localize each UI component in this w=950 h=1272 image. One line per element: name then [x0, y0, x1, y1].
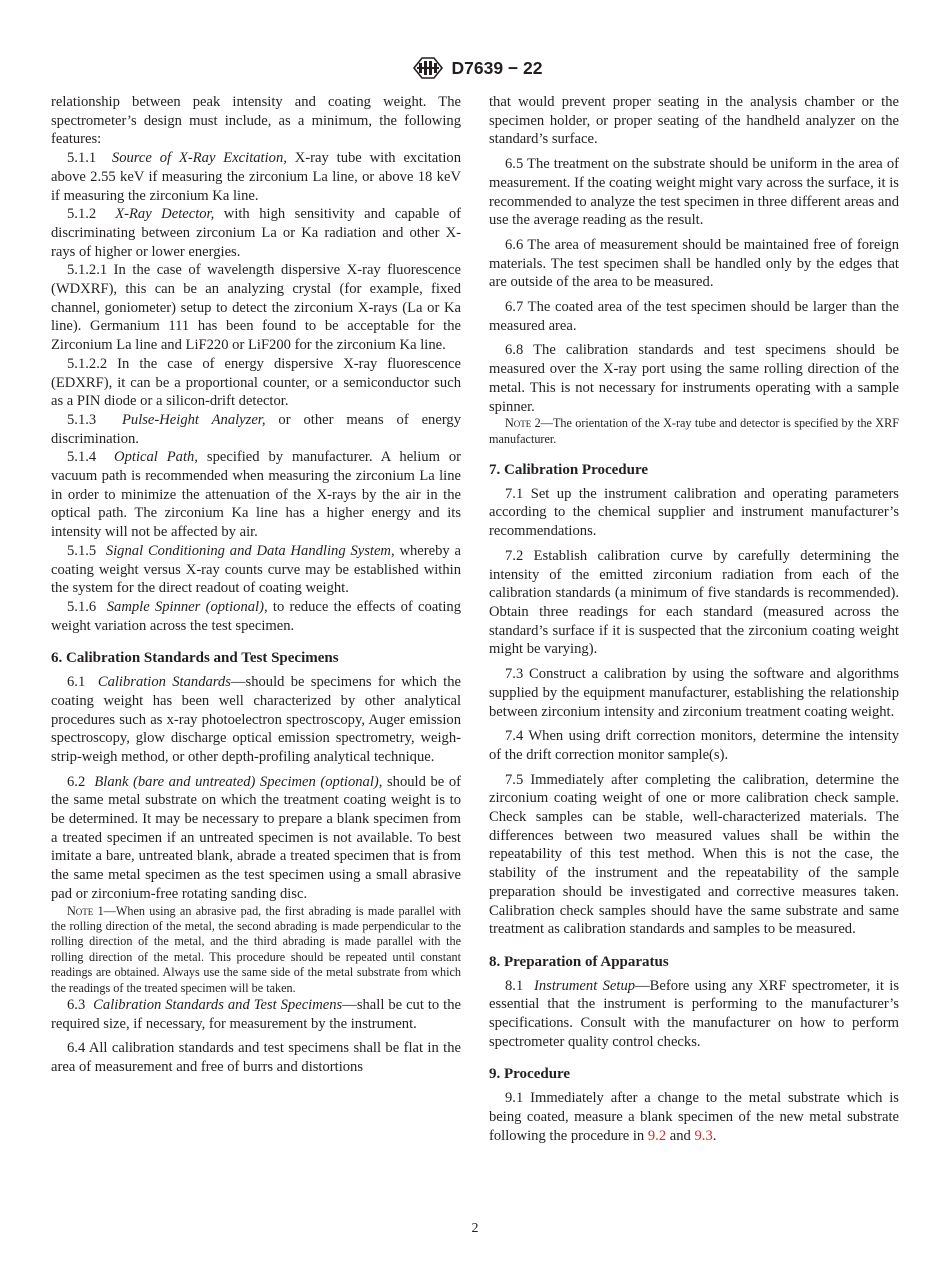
- section-9-heading: 9. Procedure: [489, 1066, 571, 1083]
- section-6-5: 6.5 The treatment on the substrate should be uniform in the area of measurement. If the coating weight might vary across the surface, it is recommended to analyze the test specimen in three different areas and use the average reading as the result.: [489, 156, 899, 229]
- section-6-1: 6.1 Calibration Standards—should be specimens for which the coating weight has been well characterized by other analytical procedures such as x-ray photoelectron spectroscopy, Auger emission spectroscopy, glow discharge optical emission spectrometry, weigh-strip-weigh method, or other depth-profiling analytical technique.: [51, 674, 461, 765]
- document-designation: D7639 − 22: [451, 57, 543, 78]
- section-5-1-2: 5.1.2 X-Ray Detector, with high sensitivity and capable of discriminating between zirconium La or Ka radiation and other X-rays of higher or lower energies.: [51, 206, 461, 260]
- section-6-heading: 6. Calibration Standards and Test Specimens: [51, 650, 339, 667]
- note-2: Note 2—The orientation of the X-ray tube and detector is specified by the XRF manufacturer.: [489, 416, 900, 446]
- right-column: [489, 93, 899, 1145]
- section-7-1: 7.1 Set up the instrument calibration and operating parameters according to the chemical supplier and instrument manufacturer’s recommendations.: [489, 485, 899, 540]
- paragraph-continuation: relationship between peak intensity and coating weight. The spectrometer’s design must include, as a minimum, the following features:: [51, 94, 461, 148]
- left-column: [51, 93, 461, 1077]
- section-6-4: 6.4 All calibration standards and test specimens shall be flat in the area of measurement and free of burrs and distortions: [51, 1040, 461, 1076]
- page-header: [0, 52, 950, 84]
- section-7-5: 7.5 Immediately after completing the calibration, determine the zirconium coating weight of one or more calibration check sample. Check samples can be stable, well-characterized materials. The differences between two measured values shall be within the repeatability of this test method. When this is not the case, the stability of the instrument and the repeatability of the sample preparation should be investigated and corrective measures taken. Calibration check samples should have the same substrate and same treatment as calibration standards and samples to be measured.: [489, 771, 899, 938]
- section-7-4: 7.4 When using drift correction monitors, determine the intensity of the drift correction monitor sample(s).: [489, 728, 899, 763]
- section-6-2: 6.2 Blank (bare and untreated) Specimen (optional), should be of the same metal substrate on which the treatment coating weight is to be determined. It may be necessary to prepare a blank specimen from a treated specimen if an untreated specimen is not available. To best imitate a bare, untreated blank, abrade a treated specimen that is from the same metal specimen as the test specimen using a small abrasive pad or zirconium-free rotating sanding disc.: [51, 773, 461, 902]
- page-number: 2: [471, 1221, 479, 1236]
- section-7-3: 7.3 Construct a calibration by using the software and algorithms supplied by the equipment manufacturer, establishing the relationship between zirconium intensity and zirconium treatment coating weight.: [489, 666, 899, 720]
- section-5-1-2-2: 5.1.2.2 In the case of energy dispersive X-ray fluorescence (EDXRF), it can be a proportional counter, or a semiconductor such as a PIN diode or a silicon-drift detector.: [51, 355, 461, 410]
- note-1: Note 1—When using an abrasive pad, the first abrading is made parallel with the rolling direction of the metal, the second abrading is made perpendicular to the rolling direction of the metal, and the third abrading is made parallel with the rolling direction of the metal. This procedure should be repeated until constant readings are obtained. Always use the same side of the metal substrate from which the readings of the treated specimen will be taken.: [51, 903, 462, 995]
- section-8-heading: 8. Preparation of Apparatus: [489, 953, 669, 970]
- section-6-6: 6.6 The area of measurement should be maintained free of foreign materials. The test specimen shall be handled only by the edges that are outside of the area to be measured.: [489, 236, 899, 291]
- ref-link-9-3[interactable]: 9.3: [694, 1127, 713, 1144]
- section-5-1-5: 5.1.5 Signal Conditioning and Data Handling System, whereby a coating weight versus X-ray counts curve may be established within the system for the direct readout of coating weight.: [51, 542, 461, 597]
- ref-link-9-2[interactable]: 9.2: [647, 1127, 667, 1144]
- paragraph-continuation: that would prevent proper seating in the analysis chamber or the specimen holder, or proper seating of the handheld analyzer on the standard’s surface.: [489, 94, 899, 148]
- section-6-7: 6.7 The coated area of the test specimen should be larger than the measured area.: [489, 299, 899, 334]
- section-6-8: 6.8 The calibration standards and test specimens should be measured over the X-ray port using the same rolling direction of the metal. This is not necessary for instruments operating with a sample spinner.: [489, 342, 899, 415]
- section-5-1-4: 5.1.4 Optical Path, specified by manufacturer. A helium or vacuum path is recommended when measuring the zirconium La line in order to minimize the attenuation of the X-rays by the air in the optical path. The zirconium Ka line has a higher energy and its intensity will not be affected by air.: [51, 449, 462, 541]
- section-7-heading: 7. Calibration Procedure: [489, 462, 649, 479]
- section-9-1: 9.1 Immediately after a change to the metal substrate which is being coated, measure a blank specimen of the new metal substrate following the procedure in 9.2 and 9.3.: [489, 1090, 899, 1144]
- section-5-1-3: 5.1.3 Pulse-Height Analyzer, or other means of energy discrimination.: [51, 411, 462, 447]
- section-8-1: 8.1 Instrument Setup—Before using any XRF spectrometer, it is essential that the instrument is performing to the manufacturer’s specifications. Consult with the manufacturer on how to perform spectrometer quality control checks.: [489, 977, 900, 1050]
- section-5-1-2-1: 5.1.2.1 In the case of wavelength dispersive X-ray fluorescence (WDXRF), this can be an analyzing crystal (for example, fixed channel, goniometer) setup to detect the zirconium X-rays (La or Ka line). Germanium 111 has been found to be acceptable for the Zirconium La line and LiF220 or LiF200 for the zirconium Ka line.: [51, 262, 461, 354]
- section-5-1-6: 5.1.6 Sample Spinner (optional), to reduce the effects of coating weight variation across the test specimen.: [51, 598, 461, 634]
- section-7-2: 7.2 Establish calibration curve by carefully determining the intensity of the emitted zirconium radiation from each of the calibration standards (a minimum of five standards is recommended). Obtain three readings for each standard (measured across the standard’s surface if it is suspected that the zirconium coating weight might be varying).: [489, 547, 899, 658]
- astm-logo-icon: [408, 52, 448, 84]
- section-5-1-1: 5.1.1 Source of X-Ray Excitation, X-ray tube with excitation above 2.55 keV if measuring the zirconium La line, or above 18 keV if measuring the zirconium Ka line.: [51, 150, 461, 204]
- section-6-3: 6.3 Calibration Standards and Test Specimens—shall be cut to the required size, if necessary, for measurement by the instrument.: [51, 996, 461, 1032]
